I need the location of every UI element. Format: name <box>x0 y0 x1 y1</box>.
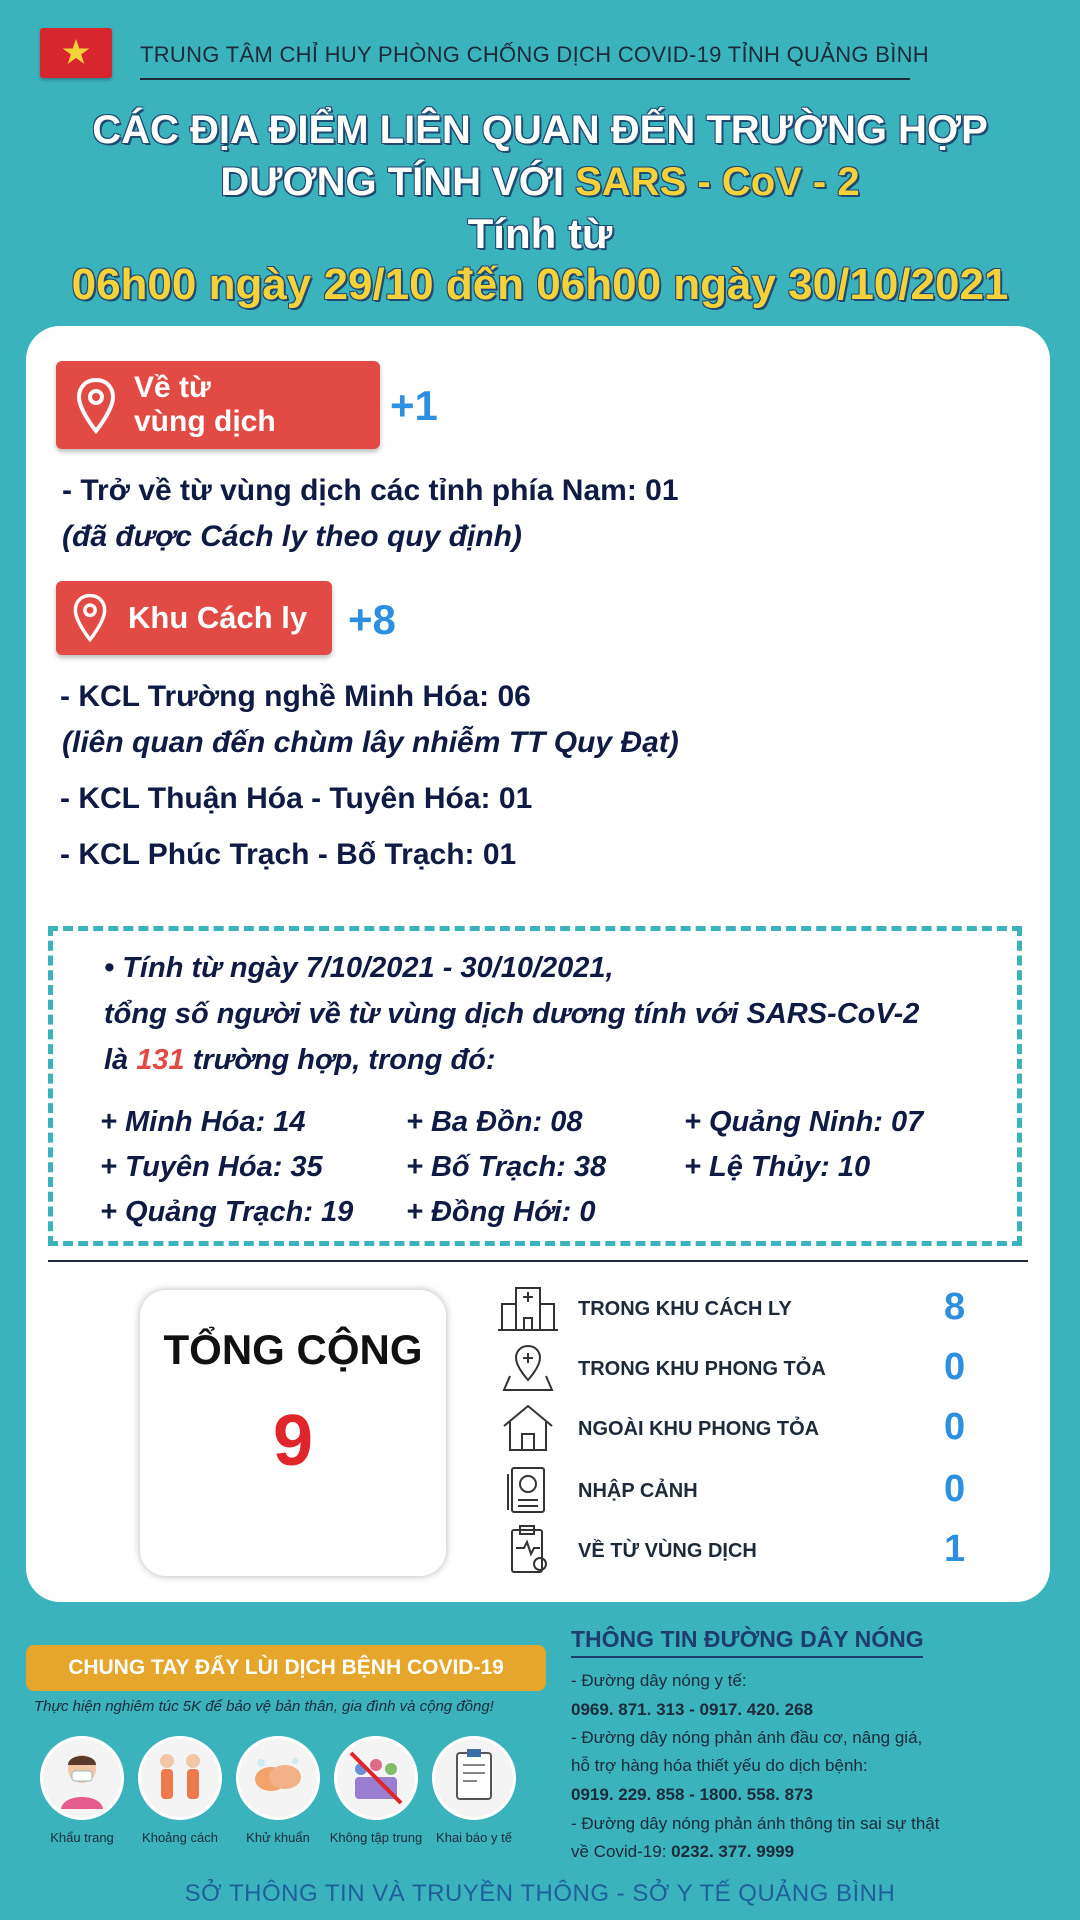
stat-value: 0 <box>944 1406 966 1448</box>
clipboard-icon <box>496 1524 560 1576</box>
passport-icon <box>496 1464 560 1516</box>
hotline-title: THÔNG TIN ĐƯỜNG DÂY NÓNG <box>571 1626 924 1652</box>
tag-label-line-1: Về từ <box>134 371 211 404</box>
title-line-1: CÁC ĐỊA ĐIỂM LIÊN QUAN ĐẾN TRƯỜNG HỢP <box>92 108 988 152</box>
campaign-banner: CHUNG TAY ĐẨY LÙI DỊCH BỆNH COVID-19 <box>26 1645 546 1691</box>
hospital-icon <box>496 1282 560 1334</box>
hotline-number: 0232. 377. 9999 <box>671 1842 795 1861</box>
health-declaration-icon <box>432 1736 516 1820</box>
summary-line-1: • Tính từ ngày 7/10/2021 - 30/10/2021, <box>104 952 614 984</box>
house-icon <box>496 1402 560 1454</box>
stat-row <box>496 1402 996 1454</box>
stat-row <box>496 1524 996 1576</box>
tag-ve-tu-vung-dich <box>56 361 380 449</box>
stat-label: NGOÀI KHU PHONG TỎA <box>578 1418 820 1440</box>
count-ve-tu-vung-dich: +1 <box>390 382 438 429</box>
summary-text: trường hợp, trong đó: <box>184 1044 496 1076</box>
mask-icon <box>40 1736 124 1820</box>
district-count: + Ba Đồn: 08 <box>406 1106 583 1138</box>
stat-value: 0 <box>944 1346 966 1388</box>
district-count: + Quảng Trạch: 19 <box>100 1196 354 1228</box>
title-line-2 <box>0 160 1080 205</box>
stat-value: 8 <box>944 1286 966 1328</box>
distance-icon <box>138 1736 222 1820</box>
title-line-2-text: DƯƠNG TÍNH VỚI <box>220 160 576 204</box>
tag-label <box>134 371 276 439</box>
total-card <box>140 1290 446 1576</box>
hotline-number: 0969. 871. 313 - 0917. 420. 268 <box>571 1700 813 1719</box>
summary-total-number: 131 <box>136 1044 185 1076</box>
hotline-text: - Đường dây nóng y tế: <box>571 1671 747 1690</box>
measure-label: Không tập trung <box>329 1830 423 1845</box>
case-item: - KCL Thuận Hóa - Tuyên Hóa: 01 <box>60 782 533 815</box>
summary-line-3 <box>104 1044 496 1077</box>
map-pin-icon <box>496 1342 560 1394</box>
hotline-number: 0919. 229. 858 - 1800. 558. 873 <box>571 1785 813 1804</box>
section-divider <box>48 1260 1028 1262</box>
stat-row <box>496 1464 996 1516</box>
case-note: (liên quan đến chùm lây nhiễm TT Quy Đạt) <box>62 726 679 759</box>
tag-label-line-2: vùng dịch <box>134 405 276 438</box>
total-label: TỔNG CỘNG <box>163 1326 423 1373</box>
summary-line-2: tổng số người về từ vùng dịch dương tính với SARS-CoV-2 <box>104 998 920 1030</box>
title-line-3: Tính từ <box>467 210 613 257</box>
stat-label: TRONG KHU PHONG TỎA <box>578 1358 826 1380</box>
stat-label: VỀ TỪ VÙNG DỊCH <box>578 1540 757 1562</box>
no-gathering-icon <box>334 1736 418 1820</box>
header-divider <box>140 78 910 80</box>
stat-value: 1 <box>944 1528 966 1570</box>
hotline-text: - Đường dây nóng phản ánh thông tin sai sự thật <box>571 1814 940 1833</box>
title-virus-name: SARS - CoV - 2 <box>575 160 860 204</box>
district-count: + Lệ Thủy: 10 <box>684 1151 871 1183</box>
tag-khu-cach-ly <box>56 581 332 655</box>
date-range: 06h00 ngày 29/10 đến 06h00 ngày 30/10/2021 <box>71 260 1009 309</box>
district-count: + Tuyên Hóa: 35 <box>100 1151 323 1183</box>
location-pin-icon <box>76 377 116 435</box>
stat-label: NHẬP CẢNH <box>578 1480 698 1502</box>
count-khu-cach-ly: +8 <box>348 596 396 643</box>
hotline-text: hỗ trợ hàng hóa thiết yếu do dịch bệnh: <box>571 1756 868 1775</box>
hotline-text: - Đường dây nóng phản ánh đầu cơ, nâng giá, <box>571 1728 923 1747</box>
hotline-text-last <box>571 1842 794 1862</box>
stat-value: 0 <box>944 1468 966 1510</box>
hotline-text: về Covid-19: <box>571 1842 672 1861</box>
measure-label: Khai báo y tế <box>436 1830 512 1845</box>
case-item: - Trở về từ vùng dịch các tỉnh phía Nam: 01 <box>62 474 679 507</box>
hand-wash-icon <box>236 1736 320 1820</box>
stat-label: TRONG KHU CÁCH LY <box>578 1298 792 1320</box>
vietnam-flag-icon <box>40 28 112 78</box>
slogan: Thực hiện nghiêm túc 5K để bảo vệ bản thân, gia đình và cộng đồng! <box>34 1698 494 1715</box>
measure-label: Khẩu trang <box>50 1830 114 1845</box>
total-value: 9 <box>272 1401 314 1481</box>
district-count: + Bố Trạch: 38 <box>406 1151 607 1183</box>
organization-name: TRUNG TÂM CHỈ HUY PHÒNG CHỐNG DỊCH COVID-19 TỈNH QUẢNG BÌNH <box>140 42 929 67</box>
stat-row <box>496 1282 996 1334</box>
district-count: + Minh Hóa: 14 <box>100 1106 306 1138</box>
location-pin-icon <box>72 593 108 643</box>
measure-label: Khử khuẩn <box>246 1830 310 1845</box>
footer-credits: SỞ THÔNG TIN VÀ TRUYỀN THÔNG - SỞ Y TẾ QUẢNG BÌNH <box>184 1880 896 1907</box>
hotline-underline <box>571 1656 923 1658</box>
summary-text: là <box>104 1044 137 1076</box>
measure-label: Khoảng cách <box>142 1830 218 1845</box>
case-item: - KCL Phúc Trạch - Bố Trạch: 01 <box>60 838 517 871</box>
district-count: + Đồng Hới: 0 <box>406 1196 596 1228</box>
case-note: (đã được Cách ly theo quy định) <box>62 520 522 553</box>
district-count: + Quảng Ninh: 07 <box>684 1106 924 1138</box>
tag-label: Khu Cách ly <box>128 600 308 635</box>
stat-row <box>496 1342 996 1394</box>
case-item: - KCL Trường nghề Minh Hóa: 06 <box>60 680 531 713</box>
